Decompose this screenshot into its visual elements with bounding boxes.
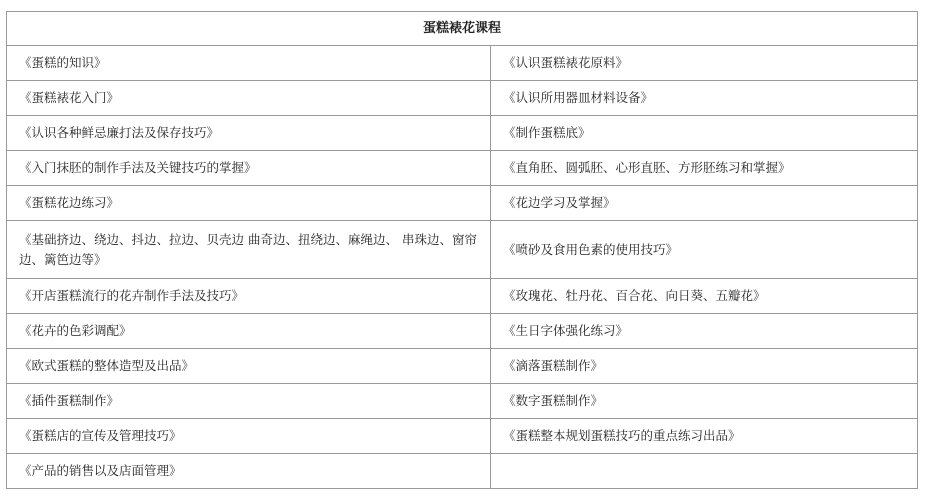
course-cell-left: 《基础挤边、绕边、抖边、拉边、贝壳边 曲奇边、扭绕边、麻绳边、 串珠边、窗帘边、篱笆边等》 xyxy=(7,221,491,279)
course-cell-right xyxy=(491,454,918,489)
course-cell-right: 《滴落蛋糕制作》 xyxy=(491,349,918,384)
course-cell-right: 《数字蛋糕制作》 xyxy=(491,384,918,419)
table-row xyxy=(7,384,918,419)
course-cell-left: 《欧式蛋糕的整体造型及出品》 xyxy=(7,349,491,384)
course-cell-left: 《蛋糕裱花入门》 xyxy=(7,81,491,116)
course-cell-right: 《认识蛋糕裱花原料》 xyxy=(491,46,918,81)
course-cell-right: 《生日字体强化练习》 xyxy=(491,314,918,349)
table-title-row xyxy=(7,12,918,46)
table-row xyxy=(7,46,918,81)
course-cell-left: 《蛋糕的知识》 xyxy=(7,46,491,81)
course-cell-right: 《喷砂及食用色素的使用技巧》 xyxy=(491,221,918,279)
table-row xyxy=(7,151,918,186)
course-cell-left: 《蛋糕花边练习》 xyxy=(7,186,491,221)
course-cell-left: 《蛋糕店的宣传及管理技巧》 xyxy=(7,419,491,454)
table-row xyxy=(7,221,918,279)
table-title: 蛋糕裱花课程 xyxy=(7,12,918,46)
table-row xyxy=(7,349,918,384)
course-table xyxy=(6,11,918,489)
course-cell-left: 《入门抹胚的制作手法及关键技巧的掌握》 xyxy=(7,151,491,186)
course-cell-right: 《蛋糕整本规划蛋糕技巧的重点练习出品》 xyxy=(491,419,918,454)
table-row xyxy=(7,419,918,454)
course-cell-right: 《直角胚、圆弧胚、心形直胚、方形胚练习和掌握》 xyxy=(491,151,918,186)
course-cell-right: 《玫瑰花、牡丹花、百合花、向日葵、五瓣花》 xyxy=(491,279,918,314)
course-cell-right: 《制作蛋糕底》 xyxy=(491,116,918,151)
course-cell-left: 《认识各种鲜忌廉打法及保存技巧》 xyxy=(7,116,491,151)
course-cell-left: 《产品的销售以及店面管理》 xyxy=(7,454,491,489)
course-cell-right: 《认识所用器皿材料设备》 xyxy=(491,81,918,116)
table-row xyxy=(7,314,918,349)
course-cell-left: 《开店蛋糕流行的花卉制作手法及技巧》 xyxy=(7,279,491,314)
course-cell-left: 《花卉的色彩调配》 xyxy=(7,314,491,349)
course-cell-left: 《插件蛋糕制作》 xyxy=(7,384,491,419)
table-row xyxy=(7,116,918,151)
table-row xyxy=(7,81,918,116)
table-row xyxy=(7,186,918,221)
table-row xyxy=(7,279,918,314)
table-row xyxy=(7,454,918,489)
course-cell-right: 《花边学习及掌握》 xyxy=(491,186,918,221)
